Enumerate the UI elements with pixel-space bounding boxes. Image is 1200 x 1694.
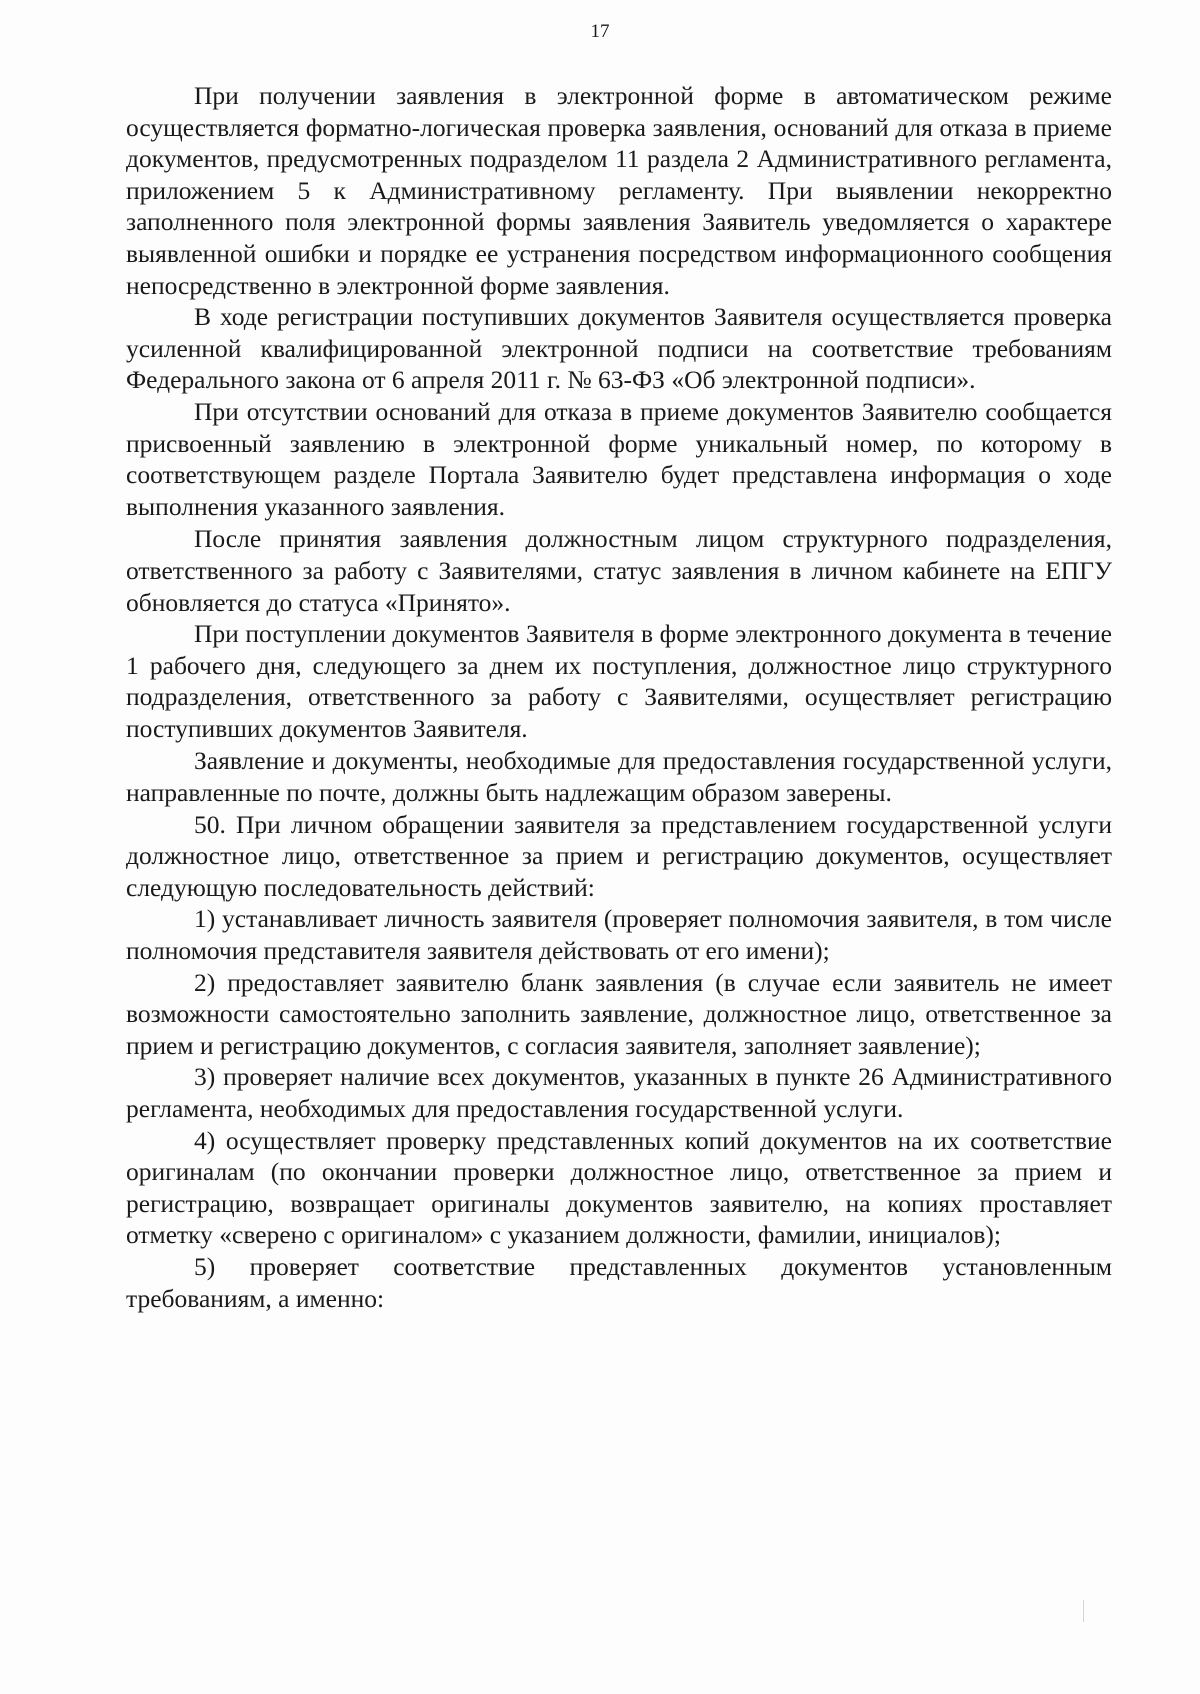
paragraph-item-50: 50. При личном обращении заявителя за представлением государственной услуги должностное лицо, ответственное за прием и регистрацию документов, осуществляет следующую последовательность действий: xyxy=(126,809,1112,902)
paragraph-postal-documents: Заявление и документы, необходимые для предоставления государственной услуги, направленные по почте, должны быть надлежащим образом заверены. xyxy=(126,746,1112,808)
paragraph-signature-check: В ходе регистрации поступивших документов Заявителя осуществляется проверка усиленной квалифицированной электронной подписи на соответствие требованиям Федерального закона от 6 апреля 2011 г. № 63-ФЗ «Об электронной подписи». xyxy=(126,302,1112,395)
list-item-4: 4) осуществляет проверку представленных копий документов на их соответствие оригиналам (по окончании проверки должностное лицо, ответственное за прием и регистрацию, возвращает оригиналы документов заявителю, на копиях проставляет отметку «сверено с оригиналом» с указанием должности, фамилии, инициалов); xyxy=(126,1125,1112,1250)
paragraph-unique-number: При отсутствии оснований для отказа в приеме документов Заявителю сообщается присвоенный заявлению в электронной форме уникальный номер, по которому в соответствующем разделе Портала Заявителю будет представлена информация о ходе выполнения указанного заявления. xyxy=(126,396,1112,521)
paragraph-registration-deadline: При поступлении документов Заявителя в форме электронного документа в течение 1 рабочего дня, следующего за днем их поступления, должностное лицо структурного подразделения, ответственного за работу с Заявителями, осуществляет регистрацию поступивших документов Заявителя. xyxy=(126,619,1112,743)
paragraph-electronic-form-check: При получении заявления в электронной форме в автоматическом режиме осуществляется форматно-логическая проверка заявления, оснований для отказа в приеме документов, предусмотренных подразделом 11 раздела 2 Административного регламента, приложением 5 к Административному регламенту. При выявлении некорректно заполненного поля электронной формы заявления Заявитель уведомляется о характере выявленной ошибки и порядке ее устранения посредством информационного сообщения непосредственно в электронной форме заявления. xyxy=(126,81,1112,300)
paragraph-status-accepted: После принятия заявления должностным лицом структурного подразделения, ответственного за работу с Заявителями, статус заявления в личном кабинете на ЕПГУ обновляется до статуса «Принято». xyxy=(126,524,1112,617)
document-body xyxy=(126,80,1112,1314)
list-item-2: 2) предоставляет заявителю бланк заявления (в случае если заявитель не имеет возможности самостоятельно заполнить заявление, должностное лицо, ответственное за прием и регистрацию документов, с согласия заявителя, заполняет заявление); xyxy=(126,967,1112,1060)
list-item-3: 3) проверяет наличие всех документов, указанных в пункте 26 Административного регламента, необходимых для предоставления государственной услуги. xyxy=(126,1062,1112,1123)
list-item-1: 1) устанавливает личность заявителя (проверяет полномочия заявителя, в том числе полномочия представителя заявителя действовать от его имени); xyxy=(126,904,1112,966)
list-item-5: 5) проверяет соответствие представленных документов установленным требованиям, а именно: xyxy=(126,1251,1112,1313)
scan-artifact-right xyxy=(1083,1600,1084,1622)
page-number: 17 xyxy=(590,21,610,42)
